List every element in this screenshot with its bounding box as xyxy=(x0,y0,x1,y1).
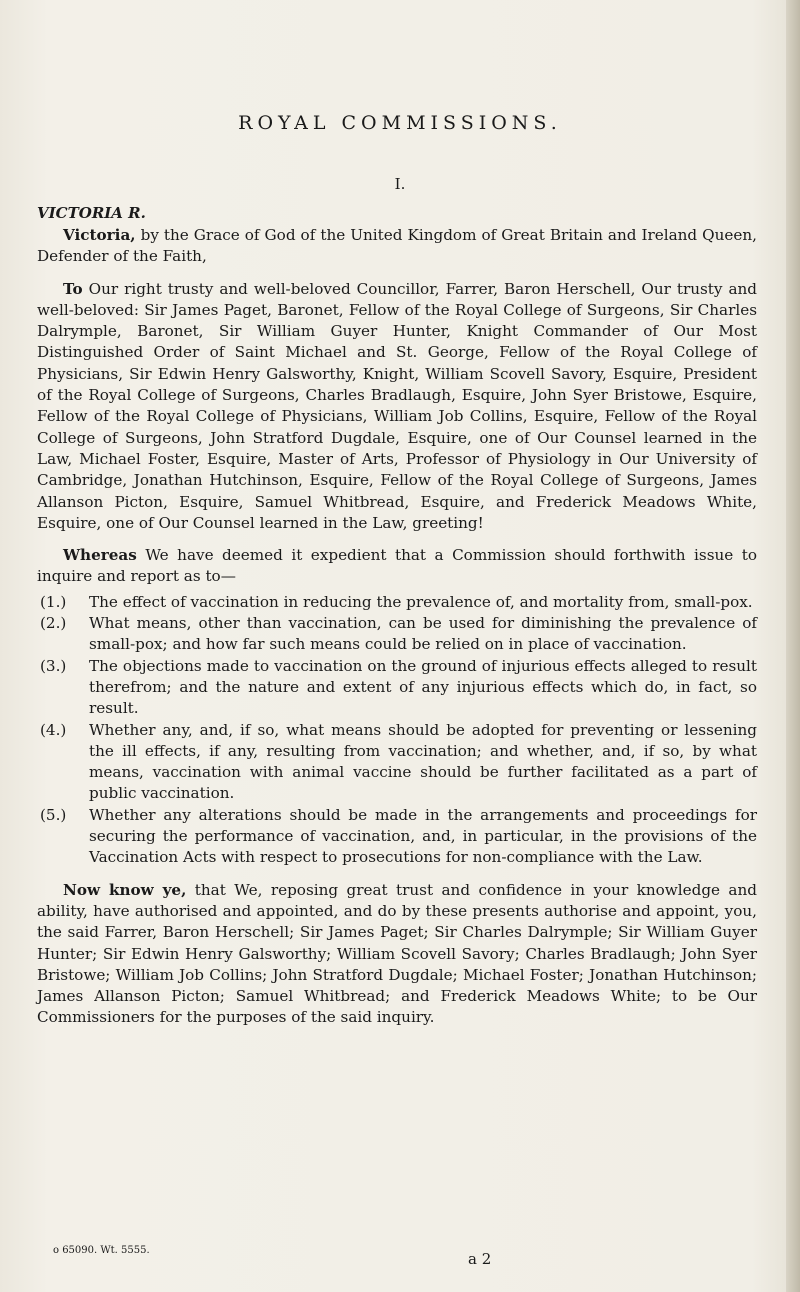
list-item xyxy=(37,720,757,805)
item-text: What means, other than vaccination, can be used for diminishing the prevalence of small-pox; and how far such means could be relied on in place of vaccination. xyxy=(89,614,757,654)
address-lead: To xyxy=(63,279,83,298)
print-reference: o 65090. Wt. 5555. xyxy=(53,1245,150,1256)
knowye-paragraph xyxy=(37,880,757,1029)
item-number: (2.) xyxy=(40,614,67,633)
item-number: (1.) xyxy=(40,592,67,611)
sovereign-signature: VICTORIA R. xyxy=(37,204,146,222)
item-text: The objections made to vaccination on the ground of injurious effects alleged to result therefrom; and the nature and extent of any injurious effects which do, in fact, so result. xyxy=(89,656,757,718)
item-number: (5.) xyxy=(40,805,67,824)
item-text: Whether any, and, if so, what means should be adopted for preventing or lessening the ill effects, if any, resulting from vaccination; and whether, and, if so, by what means, vaccination with animal vaccine should be further facilitated as a part of public vaccination. xyxy=(89,720,757,803)
document-heading: ROYAL COMMISSIONS. xyxy=(238,112,562,134)
knowye-lead: Now know ye, xyxy=(63,880,187,899)
whereas-text: We have deemed it expedient that a Commission should forthwith issue to inquire and report as to— xyxy=(37,546,757,586)
intro-paragraph xyxy=(37,225,757,268)
intro-lead: Victoria, xyxy=(63,226,136,244)
whereas-paragraph xyxy=(37,545,757,588)
item-text: Whether any alterations should be made in the arrangements and proceedings for securing the performance of vaccination, and, in particular, in the provisions of the Vaccination Acts with respect to prosecutions for non-compliance with the Law. xyxy=(89,805,757,867)
section-number: I. xyxy=(394,175,406,193)
document-body xyxy=(37,225,757,1040)
item-number: (3.) xyxy=(40,656,67,675)
item-number: (4.) xyxy=(40,720,67,739)
whereas-lead: Whereas xyxy=(63,546,137,565)
signature-mark: a 2 xyxy=(468,1250,492,1268)
list-item xyxy=(37,613,757,656)
address-text: Our right trusty and well-beloved Councillor, Farrer, Baron Herschell, Our trusty and well-beloved: Sir James Paget, Baronet, Fellow of the Royal College of Surgeons, Sir Charles Dalrymple, Baronet, Sir William Guyer Hunter, Knight Commander of Our Most Distinguished Order of Saint Michael and St. George, Fellow of the Royal College of Physicians, Sir Edwin Henry Galsworthy, Knight, William Scovell Savory, Esquire, President of the Royal College of Surgeons, Charles Bradlaugh, Esquire, John Syer Bristowe, Esquire, Fellow of the Royal College of Physicians, William Job Collins, Esquire, Fellow of the Royal College of Surgeons, John Stratford Dugdale, Esquire, one of Our Counsel learned in the Law, Michael Foster, Esquire, Master of Arts, Professor of Physiology in Our University of Cambridge, Jonathan Hutchinson, Esquire, Fellow of the Royal College of Surgeons, James Allanson Picton, Esquire, Samuel Whitbread, Esquire, and Frederick Meadows White, Esquire, one of Our Counsel learned in the Law, greeting! xyxy=(37,279,757,532)
page-edge xyxy=(786,0,800,1292)
list-item xyxy=(37,805,757,869)
list-item xyxy=(37,592,757,613)
intro-text: by the Grace of God of the United Kingdom of Great Britain and Ireland Queen, Defender of the Faith, xyxy=(37,226,757,266)
address-paragraph xyxy=(37,279,757,535)
list-item xyxy=(37,656,757,720)
item-text: The effect of vaccination in reducing the prevalence of, and mortality from, small-pox. xyxy=(89,592,753,611)
knowye-text: that We, reposing great trust and confidence in your knowledge and ability, have authorised and appointed, and do by these presents authorise and appoint, you, the said Farrer, Baron Herschell; Sir James Paget; Sir Charles Dalrymple; Sir William Guyer Hunter; Sir Edwin Henry Galsworthy; William Scovell Savory; Charles Bradlaugh; John Syer Bristowe; William Job Collins; John Stratford Dugdale; Michael Foster; Jonathan Hutchinson; James Allanson Picton; Samuel Whitbread; and Frederick Meadows White; to be Our Commissioners for the purposes of the said inquiry. xyxy=(37,880,757,1027)
inquiry-list xyxy=(37,592,757,869)
